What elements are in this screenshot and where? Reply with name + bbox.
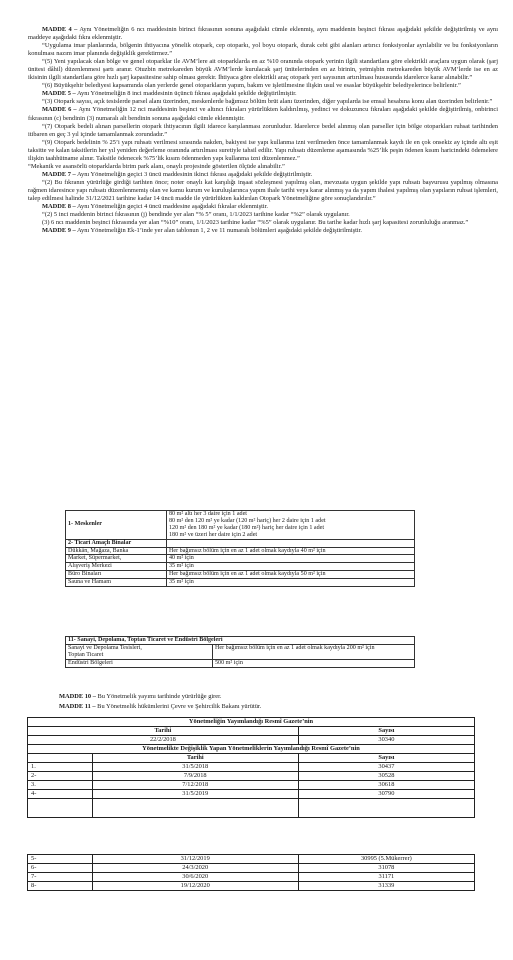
table-row [28, 772, 475, 781]
table-row [28, 745, 475, 754]
table-row [66, 511, 415, 540]
table-row [28, 873, 475, 882]
row-number: 31339 [298, 882, 474, 891]
row-index: 7- [28, 873, 93, 882]
row-index: 3. [28, 781, 93, 790]
amendments-title: Yönetmelikte Değişiklik Yapan Yönetmeliklerin Yayımlandığı Resmî Gazete’nin [28, 745, 475, 754]
table-row [28, 727, 475, 736]
row-index: 6- [28, 864, 93, 873]
paragraph [28, 179, 498, 203]
row-index: 8- [28, 882, 93, 891]
paragraph [28, 98, 498, 106]
rule-line: 80 m² altı her 3 daire için 1 adet [169, 511, 247, 517]
paragraph-madde-5 [28, 90, 498, 98]
paragraph-text: “(9) Otopark bedelinin % 25’i yapı ruhsatı verilmesi sırasında nakden, bakiyesi ise yapı kullanma izni verilmeden önce tamamlanmak kaydı ile en çok onsekiz ay içinde altı eşit taksitte ve kalan taksitlerin her yıl yeniden değerleme oranında artırılması suretiyle tahsil edilir. Yapı ruhsatı düzenleme aşamasında %25’lik peşin ödenen kısım haricindeki ödemelere ilişkin taahhütname alınır. Taksitle ödenecek %75’lik kısım ödenmeden yapı kullanma izni düzenlenmez.” [28, 138, 498, 162]
paragraph-text: Bu Yönetmelik yayımı tarihinde yürürlüğe girer. [95, 693, 222, 701]
row-date: 24/3/2020 [92, 864, 298, 873]
table-cell-rule: 40 m² için [167, 555, 415, 563]
row-index: 4- [28, 790, 93, 799]
table-row [28, 754, 475, 763]
column-header-number: Sayısı [298, 727, 474, 736]
paragraph [28, 82, 498, 90]
gazette-date: 22/2/2018 [28, 736, 299, 745]
industrial-standards-table [65, 636, 415, 668]
table-row [28, 763, 475, 772]
paragraph [28, 123, 498, 139]
table-row [66, 563, 415, 571]
table-row [66, 571, 415, 579]
row-number: 30528 [298, 772, 474, 781]
document-body [28, 26, 498, 235]
table-row [28, 855, 475, 864]
table-row [28, 790, 475, 799]
table-cell-category [66, 644, 213, 659]
paragraph-text: “(2) 5 inci maddenin birinci fıkrasının (j) bendinde yer alan “% 5” oranı, 1/1/2023 tarihine kadar “%2” olarak uygulanır. [42, 211, 350, 219]
row-date: 30/6/2020 [92, 873, 298, 882]
paragraph [28, 163, 498, 171]
paragraph-text: Aynı Yönetmeliğin 8 inci maddesinin üçüncü fıkrası aşağıdaki şekilde değiştirilmiştir. [75, 90, 297, 98]
paragraph-text: “(6) Büyükşehir belediyesi kapsamında olan yerlerde genel otoparkların yapım, bakım ve işletilmesine ilişkin usul ve esaslar büyükşehir belediyelerince belirlenir.” [42, 82, 461, 90]
paragraph [28, 42, 498, 58]
paragraph-madde-8 [28, 203, 498, 211]
paragraph-madde-9 [28, 227, 498, 235]
row-date: 31/5/2019 [92, 790, 298, 799]
gazette-number: 30340 [298, 736, 474, 745]
paragraph-text: “(7) Otopark bedeli alınan parsellerin otopark ihtiyacının ilgili idarece karşılanması zorunludur. İdarelerce bedel alınmış olan parseller için bölge otoparkları ruhsat tarihinden itibaren en geç 3 yıl içinde tamamlanmak zorundadır.” [28, 122, 498, 138]
paragraph-text: “(2) Bu fıkranın yürürlüğe girdiği tarihten önce; noter onaylı kat karşılığı inşaat sözleşmesi yapılmış olan, mevzuata uygun şekilde yapı ruhsatı başvurusu yapılmış olmasına rağmen idaresince yapı ruhsatı düzenlenmemiş olan ve kamu kurum ve kuruluşlarınca yapım ihale tarihi veya karar alınmış ya da yapım ihalesi yapılmış olan yapıların ruhsat işlemleri, talep edilmesi halinde 31/12/2021 tarihine kadar 14 üncü madde ile yürürlükten kaldırılan Otopark Yönetmeliğine göre sonuçlandırılır.” [28, 178, 498, 202]
table-cell-rule: Her bağımsız bölüm için en az 1 adet olmak kaydıyla 200 m² için [213, 644, 415, 659]
column-header-date: Tarihi [92, 754, 298, 763]
row-index: 5- [28, 855, 93, 864]
table-row [28, 799, 475, 818]
table-row [28, 882, 475, 891]
table-row [66, 637, 415, 645]
row-index: 1. [28, 763, 93, 772]
table-cell-category: Endüstri Bölgeleri [66, 659, 213, 667]
table-cell-empty [28, 799, 93, 818]
gazette-table [27, 717, 475, 818]
table-cell-rule: Her bağımsız bölüm için en az 1 adet olmak kaydıyla 40 m² için [167, 547, 415, 555]
article-label: MADDE 10 – [59, 693, 96, 701]
paragraph-text: “(3) Otopark sayısı, açık tesislerde parsel alanı üzerinden, meskenlerde bağımsız bölüm brüt alanı üzerinden, diğer yapılarda ise emsal hesabına konu alan üzerinden belirlenir.” [42, 98, 493, 106]
row-number: 31171 [298, 873, 474, 882]
article-label: MADDE 4 – [42, 26, 78, 33]
table-row [28, 781, 475, 790]
paragraph-text: “Uygulama imar planlarında, bölgenin ihtiyacına yönelik otopark, cep otoparkı, yol boyu otopark, durak cebi gibi alanları artırıcı fonksiyonlar ayrılabilir ve bu fonksiyonların konulması nazım imar planında değişiklik gerektirmez.” [28, 42, 498, 58]
row-number: 30437 [298, 763, 474, 772]
table-cell-rule: Her bağımsız bölüm için en az 1 adet olmak kaydıyla 50 m² için [167, 571, 415, 579]
table-cell-category: Dükkân, Mağaza, Banka [66, 547, 167, 555]
row-number: 30995 (5.Mükerrer) [298, 855, 474, 864]
article-label: MADDE 9 – [42, 227, 76, 235]
paragraph [28, 58, 498, 82]
row-number: 30790 [298, 790, 474, 799]
article-label: MADDE 11 – [59, 703, 96, 711]
paragraph [28, 139, 498, 163]
rule-line: 80 m² den 120 m² ye kadar (120 m² hariç) her 2 daire için 1 adet [169, 517, 326, 524]
paragraph-text: Aynı Yönetmeliğin geçici 4 üncü maddesine aşağıdaki fıkralar eklenmiştir. [75, 203, 268, 211]
row-date: 31/12/2019 [92, 855, 298, 864]
paragraph-text: Aynı Yönetmeliğin Ek-1’inde yer alan tablonun 1, 2 ve 11 numaralı bölümleri aşağıdaki şekilde değiştirilmiştir. [75, 227, 363, 235]
paragraph-madde-11 [28, 703, 498, 711]
table-cell-rule: 35 m² için [167, 563, 415, 571]
table-row [28, 864, 475, 873]
gazette-title: Yönetmeliğin Yayımlandığı Resmî Gazete’nin [28, 718, 475, 727]
paragraph-text: Bu Yönetmelik hükümlerini Çevre ve Şehircilik Bakanı yürütür. [95, 703, 262, 711]
column-header-date: Tarihi [28, 727, 299, 736]
table-cell-empty [167, 539, 415, 547]
rule-line: 120 m² den 180 m² ye kadar (180 m²) hariç her daire için 1 adet [169, 524, 325, 531]
table-cell-empty [92, 799, 298, 818]
table-row [28, 736, 475, 745]
table-row [66, 555, 415, 563]
table-row [66, 644, 415, 659]
table-section-heading: 11- Sanayi, Depolama, Toptan Ticaret ve Endüstri Bölgeleri [66, 637, 415, 645]
table-section-heading: 2- Ticari Amaçlı Binalar [66, 539, 167, 547]
column-header-number: Sayısı [298, 754, 474, 763]
paragraph-madde-4 [28, 26, 498, 42]
table-cell-rule [167, 511, 415, 540]
article-label: MADDE 5 – [42, 90, 76, 98]
table-row [66, 579, 415, 587]
table-cell-category: 1- Meskenler [66, 511, 167, 540]
row-date: 7/9/2018 [92, 772, 298, 781]
category-line: Sanayi ve Depolama Tesisleri, [68, 644, 142, 651]
table-row [66, 539, 415, 547]
table-row [28, 718, 475, 727]
row-index: 2- [28, 772, 93, 781]
rule-line: 180 m² ve üzeri her daire için 2 adet [169, 531, 258, 538]
paragraph-text: Aynı Yönetmeliğin 12 nci maddesinin beşinci ve altıncı fıkraları yürürlükten kaldırılmış, yedinci ve dokuzuncu fıkraları aşağıdaki şekilde değiştirilmiş, onbirinci fıkrasının (c) bendinin (3) numaralı alt bendinin sonuna aşağıdaki cümle eklenmiştir. [28, 106, 498, 122]
paragraph-text: “(5) Yeni yapılacak olan bölge ve genel otoparklar ile AVM’lere ait otoparklarda en az %10 oranında otopark yerinin ilgili standartlara göre elektrikli araçlara uygun olarak (şarj ünitesi dâhil) düzenlenmesi şartı aranır. Otuzbin metrekareden büyük AVM’lerde kurulacak şarj ünitelerinden en az birinin, yetmişbin metrekareden büyük AVM’lerde ise en az ikisinin ilgili standartlara göre hızlı şarj kapasitesine sahip olması gerekir. İhtiyaca göre elektrikli araç otopark yeri sayısının artırılması hususunda idarelerce karar alınabilir.” [28, 58, 498, 82]
table-row [66, 659, 415, 667]
paragraph-text: Aynı Yönetmeliğin 6 ncı maddesinin birinci fıkrasının sonuna aşağıdaki cümle eklenmiş, aynı maddenin beşinci fıkrası aşağıdaki şekilde değiştirilmiş ve aynı maddeye aşağıdaki fıkra eklenmiştir. [28, 26, 498, 42]
paragraph-text: Aynı Yönetmeliğin geçici 3 üncü maddesinin ikinci fıkrası aşağıdaki şekilde değiştirilmiştir. [75, 170, 313, 178]
paragraph [28, 211, 498, 219]
table-cell-category: Büro Binaları [66, 571, 167, 579]
table-cell-empty [28, 754, 93, 763]
paragraph-madde-7 [28, 171, 498, 179]
table-cell-rule: 500 m² için [213, 659, 415, 667]
paragraph [28, 219, 498, 227]
paragraph-madde-6 [28, 106, 498, 122]
category-line: Toptan Ticaret [68, 651, 104, 658]
gazette-table-continued [27, 854, 475, 891]
article-label: MADDE 8 – [42, 203, 76, 211]
table-cell-category: Market, Süpermarket, [66, 555, 167, 563]
paragraph-text: (3) 6 ncı maddenin beşinci fıkrasında yer alan “%10” oranı, 1/1/2023 tarihine kadar “%5” olarak uygulanır. Bu tarihe kadar hızlı şarj kapasitesi zorunluluğu aranmaz.” [42, 219, 469, 227]
paragraph-madde-10 [28, 693, 498, 701]
table-cell-empty [298, 799, 474, 818]
row-date: 19/12/2020 [92, 882, 298, 891]
paragraph-text: “Mekanik ve asansörlü otoparklarda birim park alanı, onaylı projesinde gösterilen ölçüde alınabilir.” [28, 162, 285, 170]
row-number: 30618 [298, 781, 474, 790]
table-cell-rule: 35 m² için [167, 579, 415, 587]
article-label: MADDE 6 – [42, 106, 77, 114]
table-cell-category: Alışveriş Merkezi [66, 563, 167, 571]
row-number: 31078 [298, 864, 474, 873]
table-row [66, 547, 415, 555]
article-label: MADDE 7 – [42, 170, 76, 178]
table-cell-category: Sauna ve Hamam [66, 579, 167, 587]
row-date: 7/12/2018 [92, 781, 298, 790]
parking-standards-table [65, 510, 415, 587]
row-date: 31/5/2018 [92, 763, 298, 772]
